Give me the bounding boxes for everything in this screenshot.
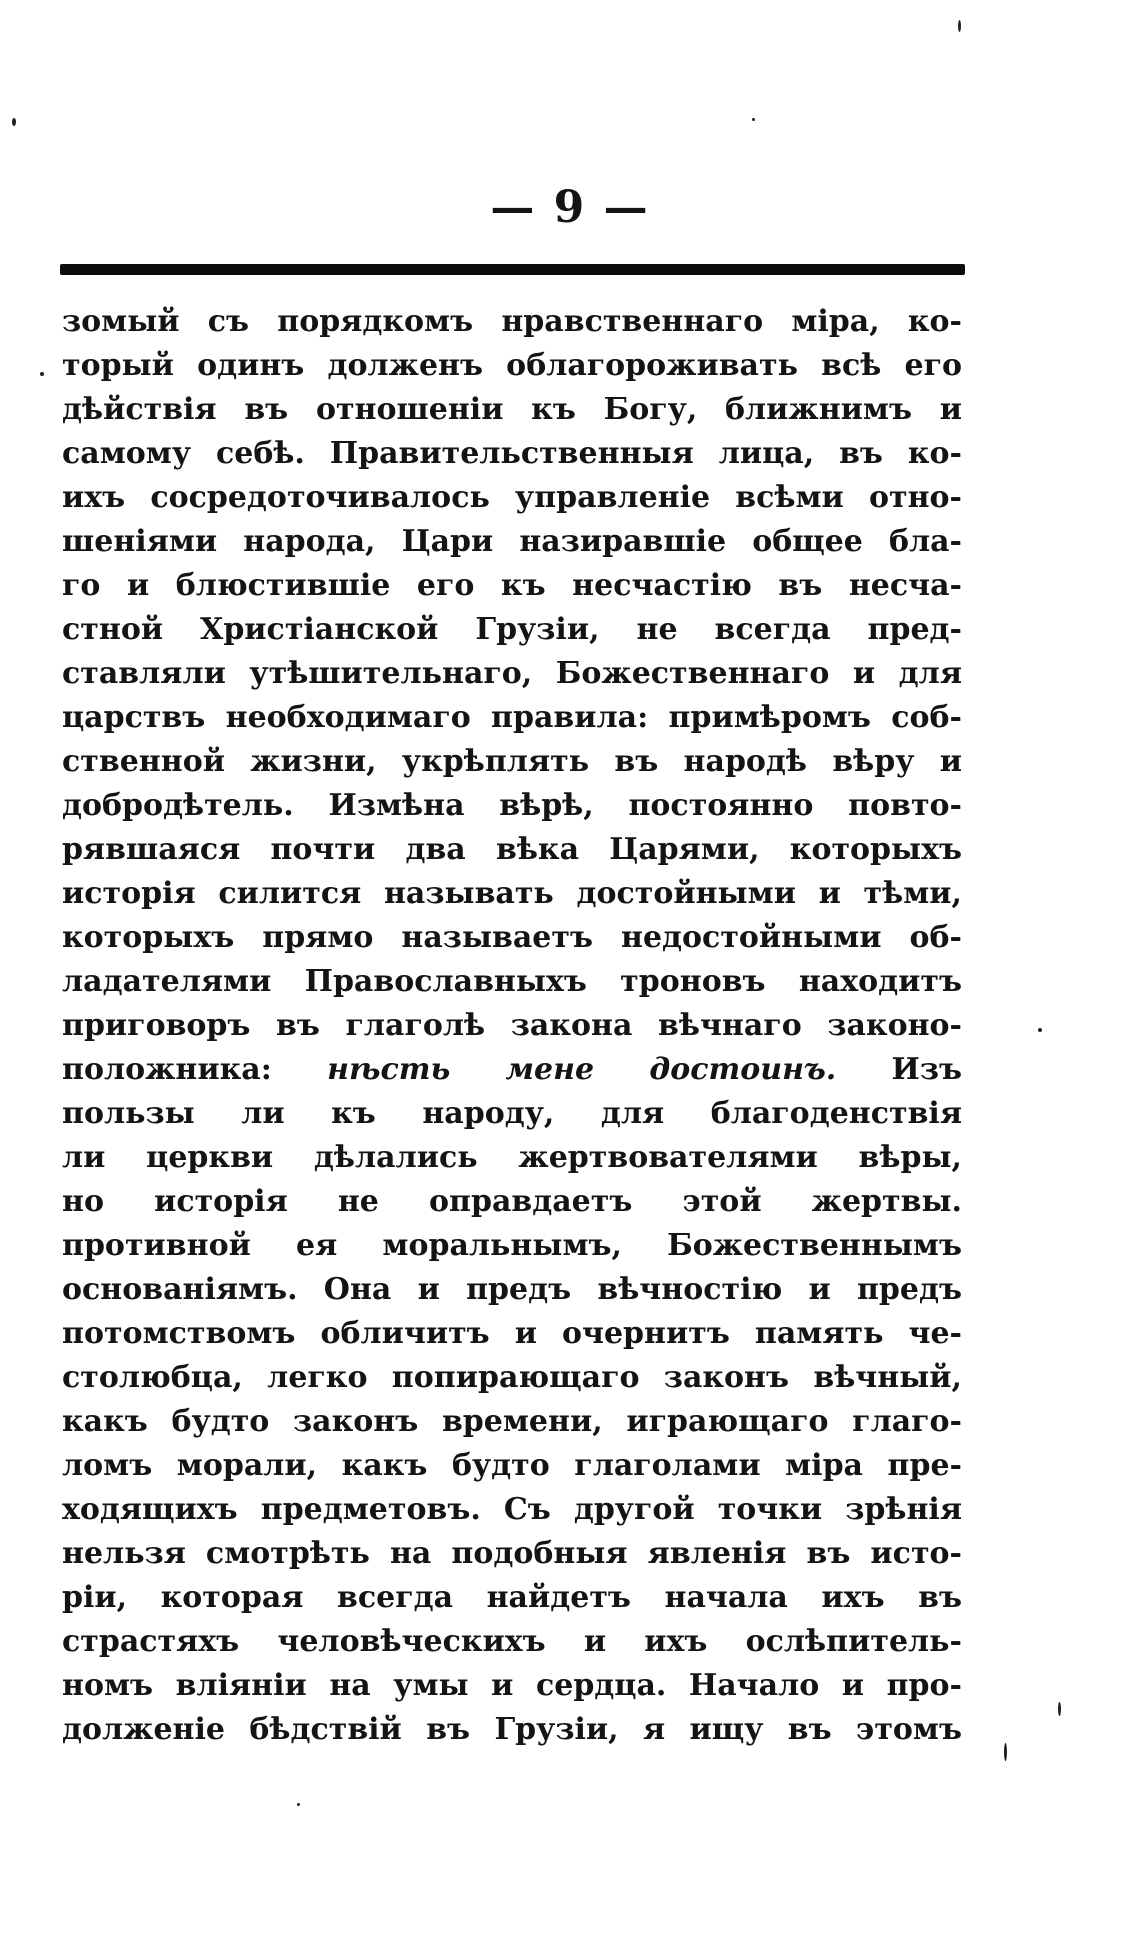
text-line: шеніями народа, Цари назиравшіе общее бла- — [62, 524, 962, 559]
text-line: исторія силится называть достойными и тѣми, — [62, 876, 962, 911]
text-line: долженіе бѣдствій въ Грузіи, я ищу въ этомъ — [62, 1712, 962, 1747]
quote-italic: нѣсть мене достоинъ. — [327, 1052, 837, 1087]
text-line: ладателями Православныхъ троновъ находитъ — [62, 964, 962, 999]
text-line: нельзя смотрѣть на подобныя явленія въ исто- — [62, 1536, 962, 1571]
text-line: которыхъ прямо называетъ недостойными об- — [62, 920, 962, 955]
scan-speck — [1004, 1743, 1007, 1761]
scan-speck — [752, 118, 755, 121]
body-text — [62, 300, 962, 1752]
text-line: стной Христіанской Грузіи, не всегда пред- — [62, 612, 962, 647]
text-line: дѣйствія въ отношеніи къ Богу, ближнимъ и — [62, 392, 962, 427]
text-line: столюбца, легко попирающаго законъ вѣчный, — [62, 1360, 962, 1395]
text-line: самому себѣ. Правительственныя лица, въ ко- — [62, 436, 962, 471]
text-line-with-quote — [62, 1048, 962, 1092]
text-line: страстяхъ человѣческихъ и ихъ ослѣпитель- — [62, 1624, 962, 1659]
text-line: ріи, которая всегда найдетъ начала ихъ въ — [62, 1580, 962, 1615]
text-line: но исторія не оправдаетъ этой жертвы. — [62, 1184, 962, 1219]
scan-speck — [12, 118, 16, 126]
text-line: ставляли утѣшительнаго, Божественнаго и для — [62, 656, 962, 691]
text-line: зомый съ порядкомъ нравственнаго міра, ко- — [62, 304, 962, 339]
text-line: ственной жизни, укрѣплять въ народѣ вѣру и — [62, 744, 962, 779]
scan-speck — [1058, 1702, 1061, 1716]
text-line: ли церкви дѣлались жертвователями вѣры, — [62, 1140, 962, 1175]
scan-speck — [1038, 1028, 1042, 1032]
scan-speck — [40, 372, 44, 376]
text-line: основаніямъ. Она и предъ вѣчностію и предъ — [62, 1272, 962, 1307]
page-number: — 9 — — [490, 182, 650, 233]
quote-after: Изъ — [836, 1052, 962, 1087]
text-line: номъ вліяніи на умы и сердца. Начало и про- — [62, 1668, 962, 1703]
text-line: торый одинъ долженъ облагороживать всѣ его — [62, 348, 962, 383]
text-line: ихъ сосредоточивалось управленіе всѣми отно- — [62, 480, 962, 515]
text-line: ломъ морали, какъ будто глаголами міра пре- — [62, 1448, 962, 1483]
text-line: пользы ли къ народу, для благоденствія — [62, 1096, 962, 1131]
text-line: приговоръ въ глаголѣ закона вѣчнаго законо- — [62, 1008, 962, 1043]
text-line: ходящихъ предметовъ. Съ другой точки зрѣнія — [62, 1492, 962, 1527]
text-line: какъ будто законъ времени, играющаго глаго- — [62, 1404, 962, 1439]
text-line: противной ея моральнымъ, Божественнымъ — [62, 1228, 962, 1263]
text-line: го и блюстившіе его къ несчастію въ несча- — [62, 568, 962, 603]
scan-speck — [297, 1803, 300, 1806]
text-line: добродѣтель. Измѣна вѣрѣ, постоянно повто- — [62, 788, 962, 823]
quote-lead: положника: — [62, 1052, 328, 1087]
header-rule — [60, 264, 965, 275]
scan-speck — [958, 20, 961, 32]
text-line: потомствомъ обличитъ и очернитъ память че- — [62, 1316, 962, 1351]
text-line: рявшаяся почти два вѣка Царями, которыхъ — [62, 832, 962, 867]
text-line: царствъ необходимаго правила: примѣромъ соб- — [62, 700, 962, 735]
